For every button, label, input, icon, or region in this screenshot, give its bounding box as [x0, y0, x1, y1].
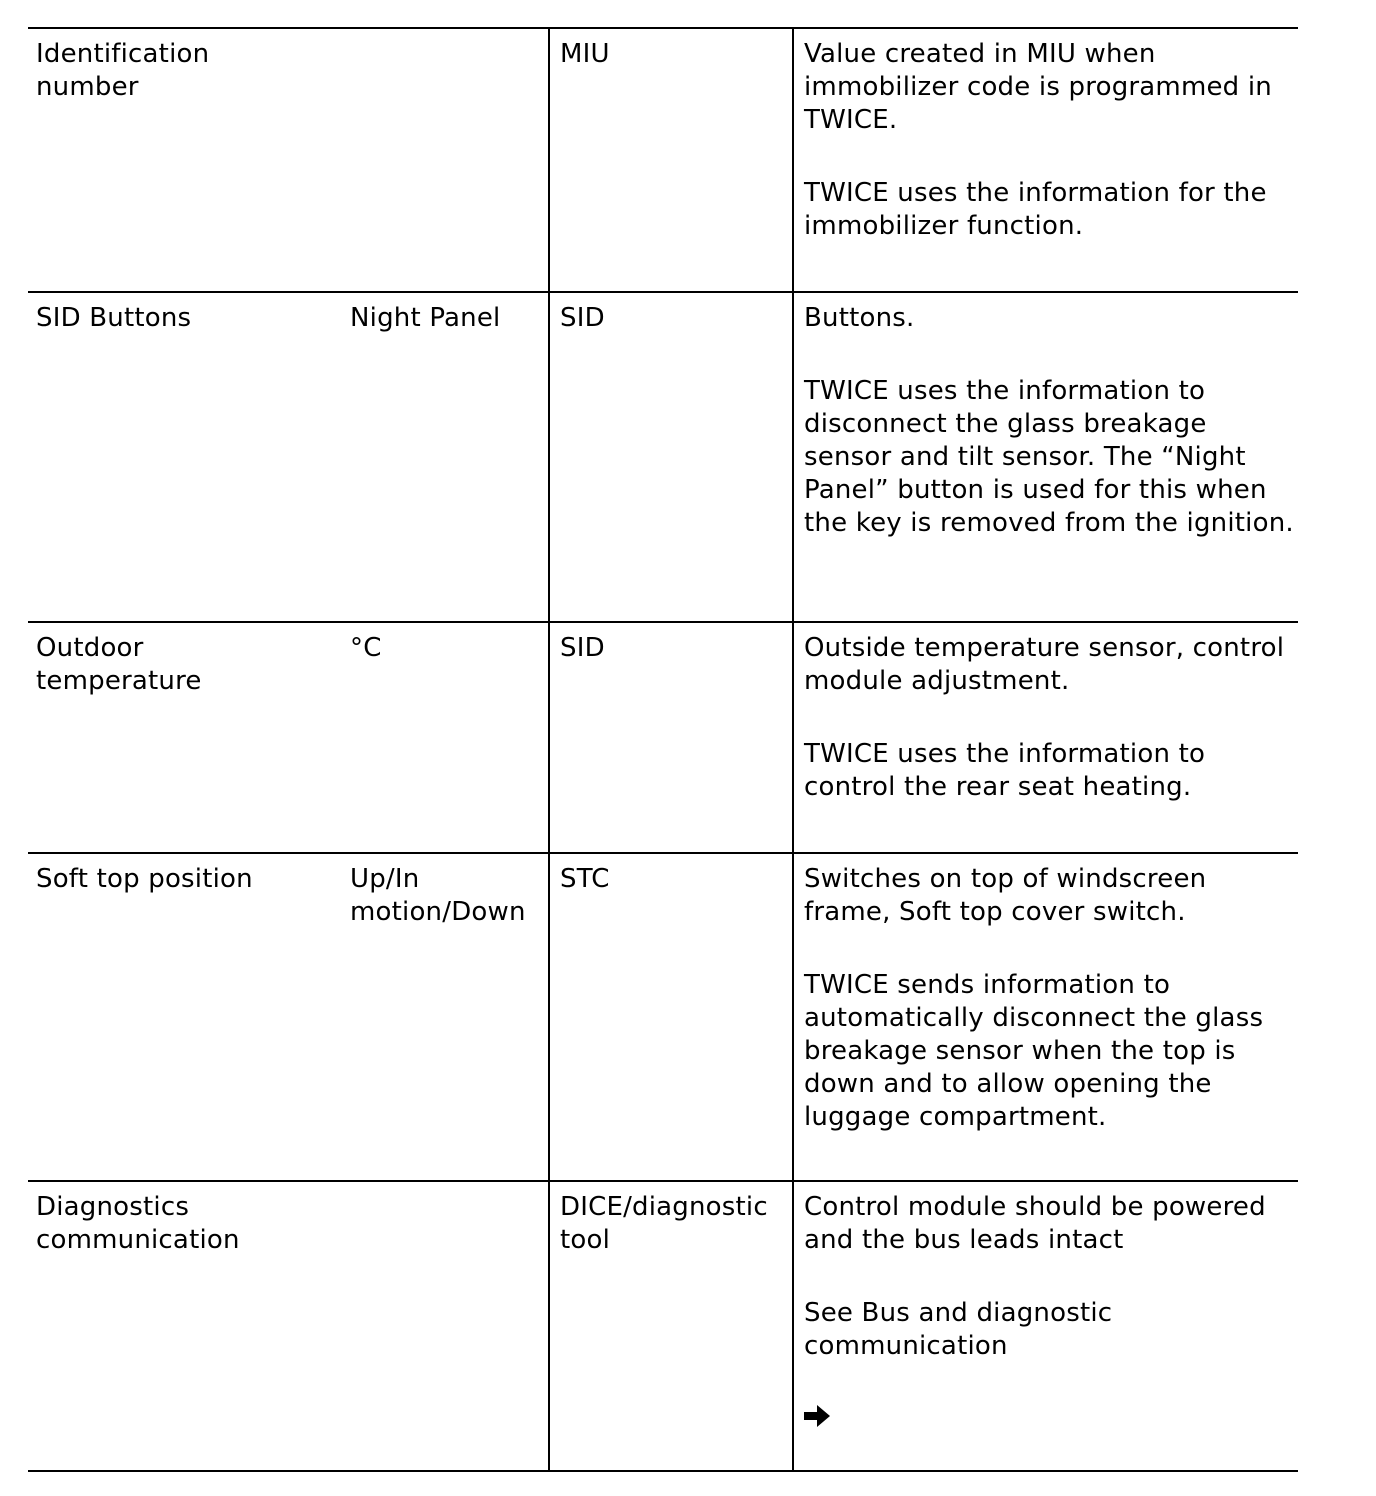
signal-name: Soft top position	[36, 864, 253, 894]
signal-name-cell	[36, 293, 346, 335]
signal-source-cell	[548, 1182, 792, 1470]
description-paragraph: TWICE uses the information to control the rear seat heating.	[804, 739, 1206, 802]
signal-name-cell	[36, 623, 346, 698]
table-row	[28, 852, 1298, 1180]
signal-name-cell	[36, 29, 346, 104]
description-paragraph: See Bus and diagnostic communication	[804, 1298, 1113, 1361]
description-paragraph: Buttons.	[804, 303, 915, 333]
description-paragraph: Control module should be powered and the bus leads intact	[804, 1192, 1266, 1255]
signal-source-cell	[548, 29, 792, 291]
description-paragraph: TWICE sends information to automatically disconnect the glass breakage sensor when the top is down and to allow opening the luggage compartment.	[804, 970, 1264, 1132]
signal-source: MIU	[560, 39, 610, 69]
signal-value: °C	[350, 633, 382, 663]
table-row	[28, 27, 1298, 291]
signal-source-cell	[548, 623, 792, 852]
description-paragraph: TWICE uses the information for the immobilizer function.	[804, 178, 1267, 241]
description-paragraph: Value created in MIU when immobilizer code is programmed in TWICE.	[804, 39, 1272, 135]
table-row	[28, 621, 1298, 852]
signal-source-cell	[548, 854, 792, 1180]
signal-value: Night Panel	[350, 303, 501, 333]
signal-source: DICE/diagnostic tool	[560, 1192, 768, 1255]
signal-description-cell	[792, 623, 1298, 852]
arrow-right-icon[interactable]	[804, 1403, 830, 1425]
signal-source-cell	[548, 293, 792, 621]
signal-source: SID	[560, 633, 605, 663]
signal-table	[28, 27, 1298, 1472]
description-paragraph: TWICE uses the information to disconnect the glass breakage sensor and tilt sensor. The “Night Panel” button is used for this when the key is removed from the ignition.	[804, 376, 1294, 538]
signal-value-cell	[350, 623, 546, 665]
signal-name: Diagnostics communication	[36, 1192, 240, 1255]
description-paragraph: Switches on top of windscreen frame, Soft top cover switch.	[804, 864, 1207, 927]
table-row	[28, 1180, 1298, 1472]
signal-value-cell	[350, 1182, 546, 1191]
signal-value-cell	[350, 854, 546, 929]
signal-name-cell	[36, 854, 346, 896]
signal-source: STC	[560, 864, 610, 894]
signal-name: SID Buttons	[36, 303, 192, 333]
signal-value-cell	[350, 29, 546, 38]
description-paragraph: Outside temperature sensor, control module adjustment.	[804, 633, 1285, 696]
signal-description-cell	[792, 854, 1298, 1180]
signal-name: Identification number	[36, 39, 210, 102]
signal-value-cell	[350, 293, 546, 335]
signal-description-cell	[792, 1182, 1298, 1470]
table-row	[28, 291, 1298, 621]
signal-description-cell	[792, 293, 1298, 621]
signal-name: Outdoor temperature	[36, 633, 202, 696]
signal-description-cell	[792, 29, 1298, 291]
signal-name-cell	[36, 1182, 346, 1257]
signal-source: SID	[560, 303, 605, 333]
signal-value: Up/In motion/Down	[350, 864, 526, 927]
